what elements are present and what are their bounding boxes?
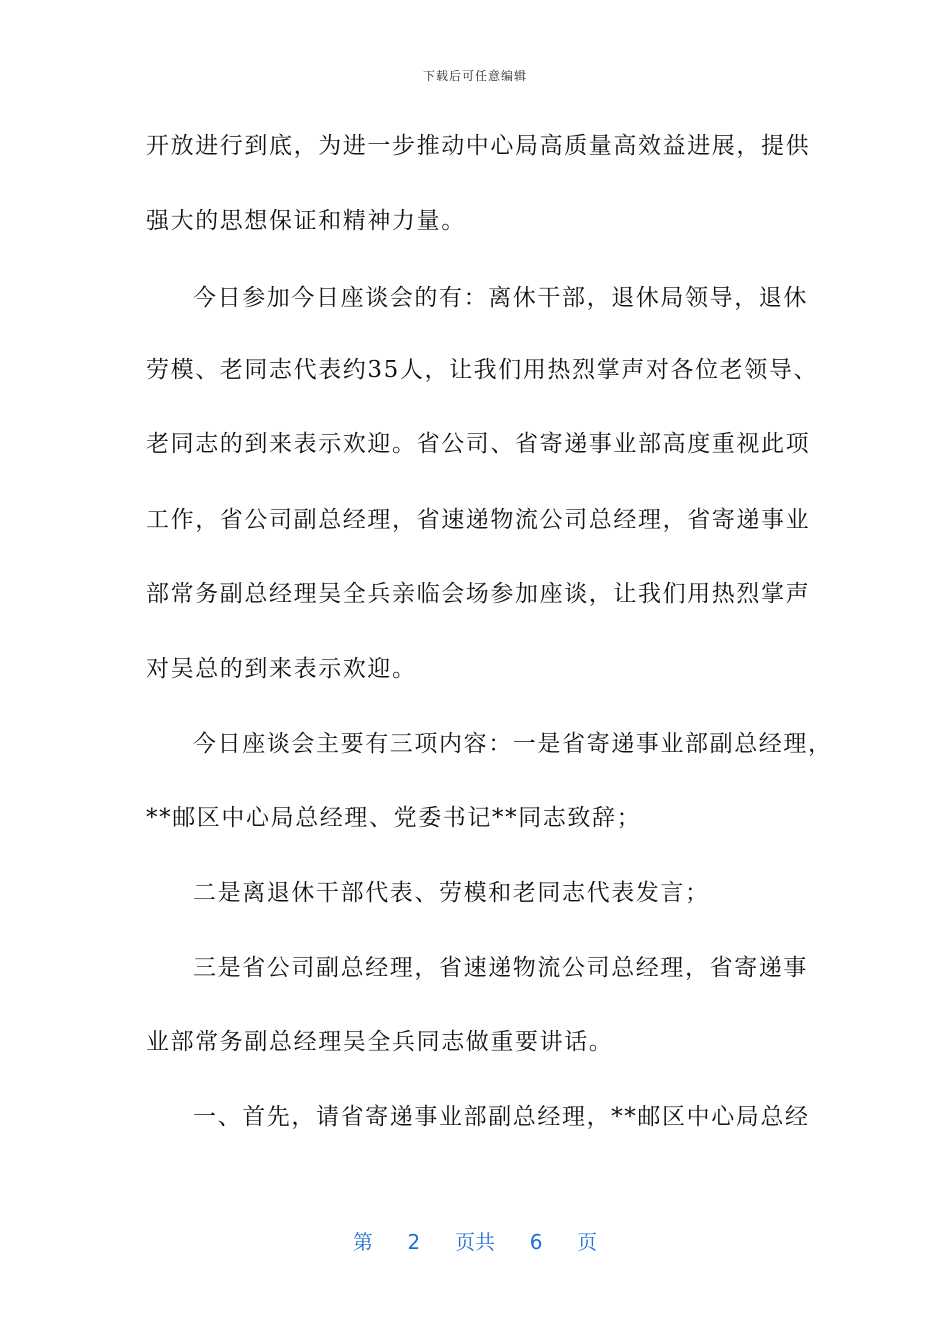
page-total: 6	[529, 1230, 543, 1254]
page-label-suffix: 页	[577, 1230, 598, 1254]
body-line-8: 对吴总的到来表示欢迎。	[146, 656, 417, 682]
body-line-3: 今日参加今日座谈会的有：离休干部，退休局领导，退休	[193, 285, 808, 311]
page-label-prefix: 第	[352, 1230, 373, 1254]
page-current: 2	[407, 1230, 421, 1254]
body-line-7: 部常务副总经理吴全兵亲临会场参加座谈，让我们用热烈掌声	[146, 581, 811, 607]
body-line-6: 工作，省公司副总经理，省速递物流公司总经理，省寄递事业	[146, 507, 811, 533]
page-footer	[0, 1226, 950, 1255]
body-line-12: 三是省公司副总经理，省速递物流公司总经理，省寄递事	[193, 955, 808, 981]
header-note: 下载后可任意编辑	[422, 69, 527, 83]
page-label-mid: 页共	[455, 1230, 495, 1254]
body-line-4: 劳模、老同志代表约35人，让我们用热烈掌声对各位老领导、	[146, 357, 819, 383]
body-line-5: 老同志的到来表示欢迎。省公司、省寄递事业部高度重视此项	[146, 431, 811, 457]
body-line-1: 开放进行到底，为进一步推动中心局高质量高效益进展，提供	[146, 133, 811, 159]
body-line-10: **邮区中心局总经理、党委书记**同志致辞；	[146, 805, 642, 831]
body-line-13: 业部常务副总经理吴全兵同志做重要讲话。	[146, 1029, 614, 1055]
body-line-9: 今日座谈会主要有三项内容：一是省寄递事业部副总经理，	[193, 731, 833, 757]
body-line-2: 强大的思想保证和精神力量。	[146, 208, 466, 234]
body-line-14: 一、首先，请省寄递事业部副总经理，**邮区中心局总经	[193, 1104, 810, 1130]
body-line-11: 二是离退休干部代表、劳模和老同志代表发言；	[193, 880, 710, 906]
